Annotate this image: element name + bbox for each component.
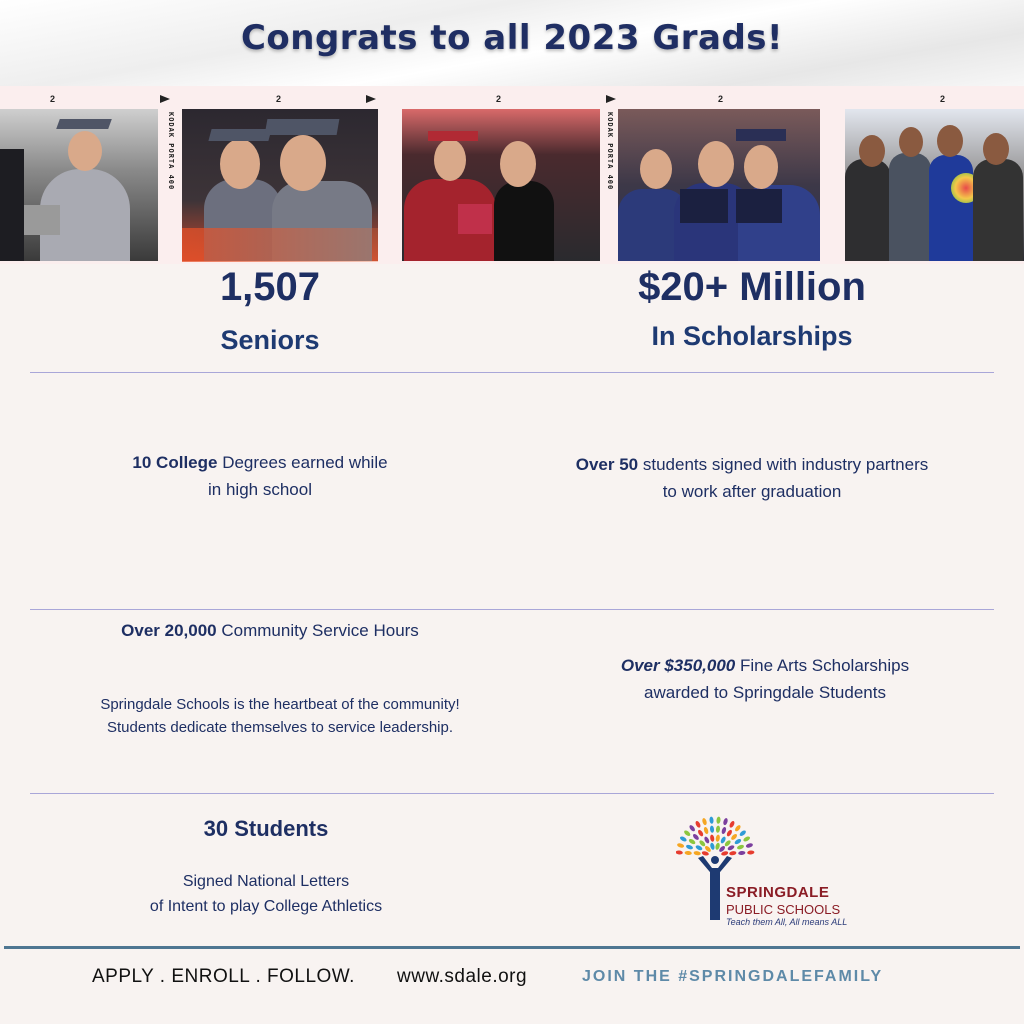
logo-figure-head	[711, 856, 719, 864]
service-hours-count: Over 20,000	[121, 621, 217, 640]
frame-number: 2	[496, 94, 502, 104]
logo-leaf	[723, 818, 729, 826]
light-leak	[182, 228, 378, 262]
logo-leaf	[734, 824, 742, 832]
community-service-description	[30, 693, 530, 739]
logo-leaf	[738, 851, 746, 856]
frame-number: 2	[276, 94, 282, 104]
college-degrees-fact	[30, 449, 490, 503]
kodak-label: KODAK PORTA 400	[167, 112, 175, 191]
seniors-count: 1,507	[219, 265, 321, 309]
logo-leaf	[688, 824, 696, 832]
logo-leaf	[747, 850, 755, 855]
footer-cta: APPLY . ENROLL . FOLLOW.	[92, 966, 355, 987]
athletes-fact	[70, 869, 462, 919]
industry-partners-text: students signed with industry partners	[638, 455, 929, 474]
logo-leaf	[709, 816, 714, 824]
scholarships-amount: $20+ Million	[638, 265, 866, 309]
logo-leaf	[739, 829, 747, 837]
logo-leaf	[721, 826, 727, 834]
logo-leaf	[710, 834, 715, 842]
logo-leaf	[716, 825, 721, 833]
logo-name-line2: PUBLIC SCHOOLS	[726, 902, 841, 917]
logo-leaf	[688, 838, 696, 845]
college-degrees-text: Degrees earned while	[217, 453, 388, 472]
logo-leaf	[702, 818, 708, 826]
athletes-count: 30 Students	[203, 816, 329, 841]
service-description-line2: Students dedicate themselves to service leadership.	[106, 719, 454, 736]
frame-arrow-icon	[366, 95, 376, 103]
fine-arts-amount: Over $350,000	[620, 656, 736, 675]
frame-number: 2	[50, 94, 56, 104]
logo-tagline: Teach them All, All means ALL	[726, 917, 848, 927]
section-divider	[30, 793, 994, 794]
footer-url-link[interactable]: www.sdale.org	[397, 966, 528, 987]
fine-arts-text-line2: awarded to Springdale Students	[644, 683, 886, 702]
kodak-label: KODAK PORTA 400	[606, 112, 614, 191]
frame-number: 2	[940, 94, 946, 104]
logo-leaf	[734, 838, 742, 845]
logo-leaf	[745, 843, 753, 849]
industry-partners-fact	[512, 451, 992, 505]
logo-leaf	[716, 816, 721, 824]
footer-divider	[4, 946, 1020, 949]
logo-leaf	[683, 829, 691, 837]
fine-arts-text: Fine Arts Scholarships	[735, 656, 910, 675]
logo-leaf	[730, 833, 738, 841]
section-divider	[30, 372, 994, 373]
community-service-fact	[30, 617, 510, 644]
service-description-line1: Springdale Schools is the heartbeat of the community!	[100, 696, 460, 713]
springdale-logo	[676, 816, 856, 926]
fine-arts-fact	[530, 652, 1000, 706]
seniors-label: Seniors	[220, 325, 320, 355]
page-title: Congrats to all 2023 Grads!	[240, 18, 784, 58]
logo-leaf	[715, 834, 720, 842]
graduation-photo	[845, 109, 1024, 261]
industry-partners-count: Over 50	[575, 455, 639, 474]
athletes-text-line2: of Intent to play College Athletics	[149, 898, 383, 915]
logo-leaf	[697, 829, 704, 837]
frame-arrow-icon	[606, 95, 616, 103]
college-degrees-text-line2: in high school	[208, 480, 312, 499]
logo-leaf	[693, 851, 701, 856]
frame-arrow-icon	[160, 95, 170, 103]
logo-leaf	[684, 851, 692, 856]
logo-leaf	[685, 844, 693, 850]
logo-leaf	[743, 836, 751, 843]
logo-name-line1: SPRINGDALE	[726, 884, 830, 901]
logo-leaf	[729, 851, 737, 856]
logo-leaf	[726, 829, 733, 837]
logo-leaf	[703, 826, 709, 834]
logo-leaf	[677, 843, 685, 849]
graduation-photo	[0, 109, 158, 261]
logo-leaf	[692, 833, 700, 841]
logo-leaf	[695, 820, 702, 828]
logo-leaf	[710, 825, 715, 833]
athletes-text-line1: Signed National Letters	[182, 873, 350, 890]
section-divider	[30, 609, 994, 610]
scholarships-label: In Scholarships	[651, 321, 853, 351]
logo-leaf	[676, 850, 683, 855]
logo-leaf	[679, 836, 687, 843]
footer-hashtag: JOIN THE #SPRINGDALEFAMILY	[582, 968, 884, 985]
logo-leaf	[729, 820, 736, 828]
college-degrees-count: 10 College	[132, 453, 218, 472]
service-hours-text: Community Service Hours	[216, 621, 419, 640]
graduation-photo	[618, 109, 820, 261]
industry-partners-text-line2: to work after graduation	[662, 482, 842, 501]
logo-leaf	[736, 844, 744, 850]
graduation-photo	[402, 109, 600, 261]
frame-number: 2	[718, 94, 724, 104]
